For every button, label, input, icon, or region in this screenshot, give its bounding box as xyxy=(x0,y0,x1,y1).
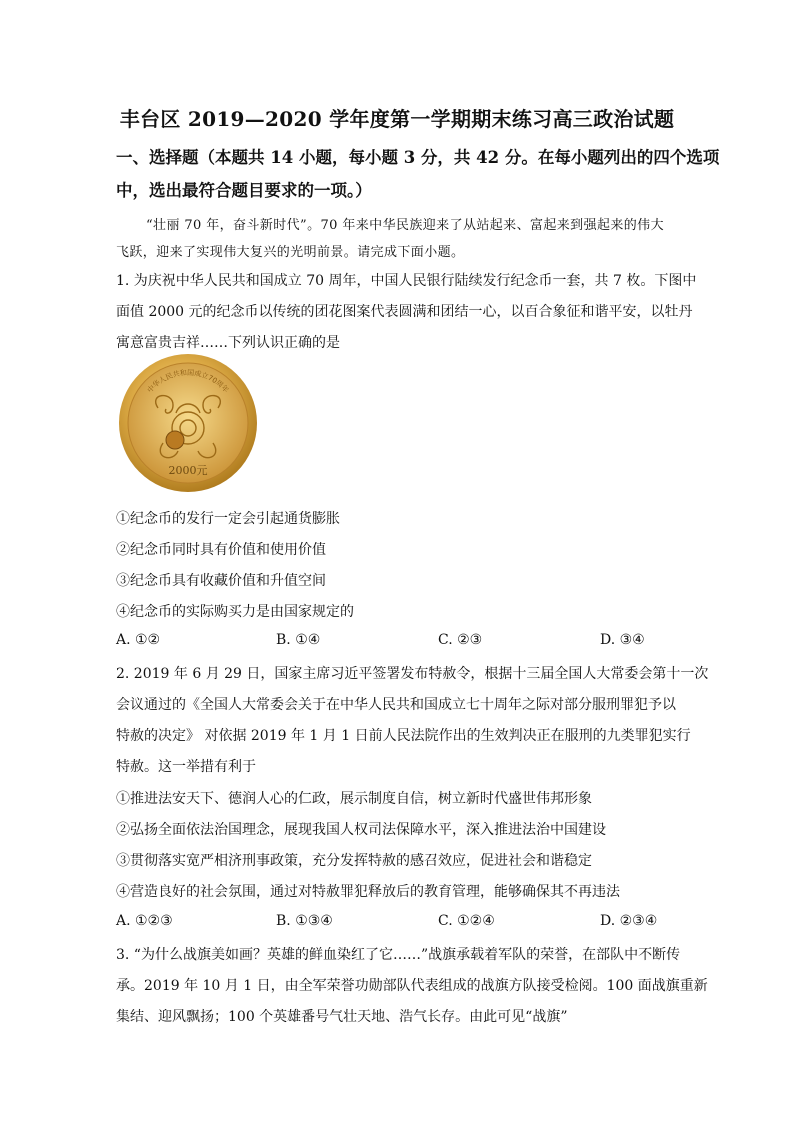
q1-option-c: C. ②③ xyxy=(438,632,483,648)
q3-stem-line-3: 集结、迎风飘扬；100 个英雄番号气壮天地、浩气长存。由此可见“战旗” xyxy=(116,1009,568,1025)
q1-item-2: ②纪念币同时具有价值和使用价值 xyxy=(116,542,326,558)
q3-stem-line-2: 承。2019 年 10 月 1 日，由全军荣誉功勋部队代表组成的战旗方队接受检阅。100 面战旗重新 xyxy=(116,978,708,994)
q1-option-b: B. ①④ xyxy=(276,632,321,648)
q2-item-3: ③贯彻落实宽严相济刑事政策，充分发挥特赦的感召效应，促进社会和谐稳定 xyxy=(116,853,592,869)
q2-item-4: ④营造良好的社会氛围，通过对特赦罪犯释放后的教育管理，能够确保其不再违法 xyxy=(116,884,620,900)
q2-option-c: C. ①②④ xyxy=(438,913,495,929)
q2-stem-line-3: 特赦的决定》 对依据 2019 年 1 月 1 日前人民法院作出的生效判决正在服刑的九类罪犯实行 xyxy=(116,728,691,744)
q1-item-4: ④纪念币的实际购买力是由国家规定的 xyxy=(116,604,354,620)
q1-stem-line-1: 1. 为庆祝中华人民共和国成立 70 周年，中国人民银行陆续发行纪念币一套，共 7 枚。下图中 xyxy=(116,273,697,289)
q1-stem-line-3: 寓意富贵吉祥……下列认识正确的是 xyxy=(116,335,340,351)
q1-item-3: ③纪念币具有收藏价值和升值空间 xyxy=(116,573,326,589)
coin-inscription: 中华人民共和国成立70周年 xyxy=(146,368,230,395)
q2-stem-line-1: 2. 2019 年 6 月 29 日，国家主席习近平签署发布特赦令，根据十三届全国人大常委会第十一次 xyxy=(116,666,709,682)
intro-line-2: 飞跃，迎来了实现伟大复兴的光明前景。请完成下面小题。 xyxy=(116,245,465,260)
section-heading-line-2: 中，选出最符合题目要求的一项。） xyxy=(116,181,372,200)
commemorative-coin-image xyxy=(118,353,258,493)
q3-stem-line-1: 3. “为什么战旗美如画？英雄的鲜血染红了它……”战旗承载着军队的荣誉，在部队中不断传 xyxy=(116,947,681,963)
page-title: 丰台区 2019—2020 学年度第一学期期末练习高三政治试题 xyxy=(119,107,675,131)
q2-option-b: B. ①③④ xyxy=(276,913,333,929)
q2-item-2: ②弘扬全面依法治国理念，展现我国人权司法保障水平，深入推进法治中国建设 xyxy=(116,822,606,838)
q2-stem-line-2: 会议通过的《全国人大常委会关于在中华人民共和国成立七十周年之际对部分服刑罪犯予以 xyxy=(116,697,676,713)
q2-item-1: ①推进法安天下、德润人心的仁政，展示制度自信，树立新时代盛世伟邦形象 xyxy=(116,791,592,807)
q2-option-d: D. ②③④ xyxy=(600,913,658,929)
q1-option-d: D. ③④ xyxy=(600,632,645,648)
q1-item-1: ①纪念币的发行一定会引起通货膨胀 xyxy=(116,511,340,527)
q1-stem-line-2: 面值 2000 元的纪念币以传统的团花图案代表圆满和团结一心，以百合象征和谐平安，以牡丹 xyxy=(116,304,693,320)
q2-stem-line-4: 特赦。这一举措有利于 xyxy=(116,759,256,775)
coin-value: 2000元 xyxy=(168,464,208,477)
intro-line-1: “壮丽 70 年，奋斗新时代”。70 年来中华民族迎来了从站起来、富起来到强起来的伟大 xyxy=(146,218,664,233)
section-heading-line-1: 一、选择题（本题共 14 小题，每小题 3 分，共 42 分。在每小题列出的四个选项 xyxy=(116,148,720,167)
q2-option-a: A. ①②③ xyxy=(116,913,173,929)
coin-pomegranate xyxy=(166,431,184,449)
q1-option-a: A. ①② xyxy=(116,632,161,648)
